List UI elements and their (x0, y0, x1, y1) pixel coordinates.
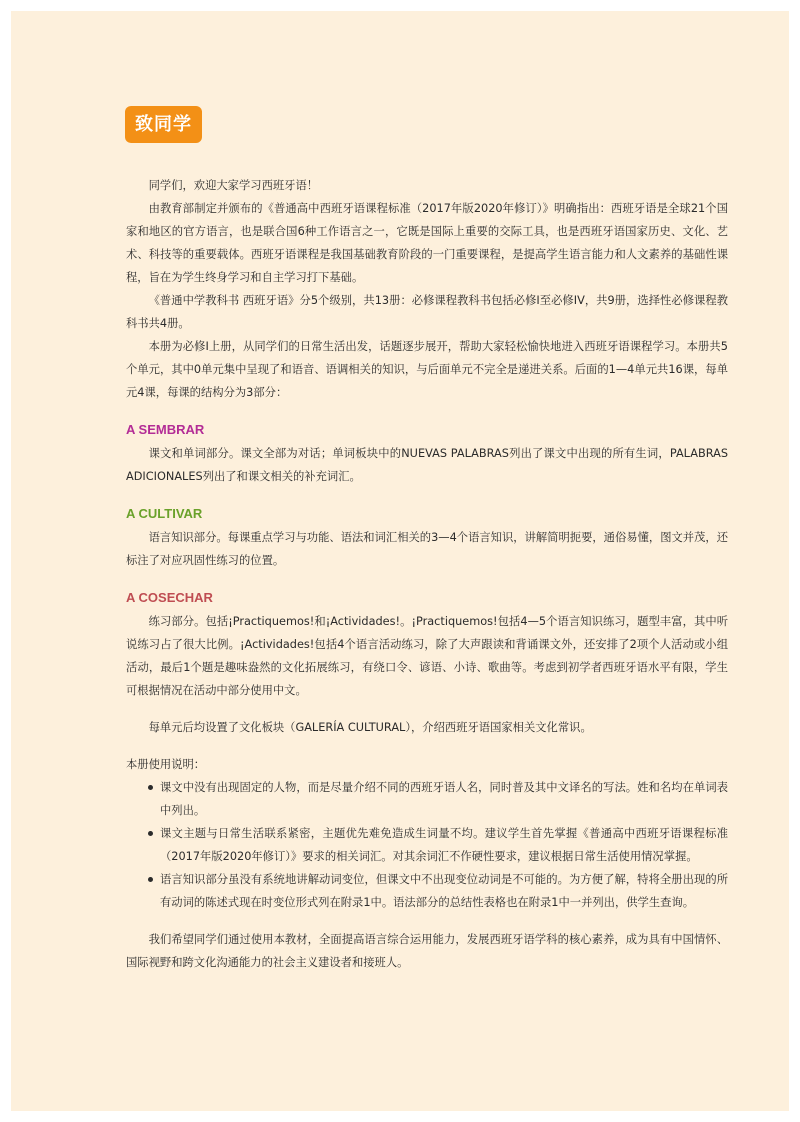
page (11, 11, 789, 1111)
usage-list (126, 776, 728, 914)
usage-title: 本册使用说明： (126, 758, 206, 771)
section-heading-cosechar: A COSECHAR (126, 590, 213, 605)
section-heading-cultivar: A CULTIVAR (126, 506, 203, 521)
section-text-sembrar: 课文和单词部分。课文全部为对话；单词板块中的NUEVAS PALABRAS列出了课文中出现的所有生词，PALABRAS ADICIONALES列出了和课文相关的补充词汇。 (126, 447, 728, 483)
usage-item: 课文中没有出现固定的人物，而是尽量介绍不同的西班牙语人名，同时普及其中文译名的写法。姓和名均在单词表中列出。 (148, 776, 728, 822)
letter-body (126, 174, 728, 974)
usage-item: 语言知识部分虽没有系统地讲解动词变位，但课文中不出现变位动词是不可能的。为方便了解，特将全册出现的所有动词的陈述式现在时变位形式列在附录1中。语法部分的总结性表格也在附录1中一并列出，供学生查询。 (148, 868, 728, 914)
intro-paragraph-1: 由教育部制定并颁布的《普通高中西班牙语课程标准（2017年版2020年修订）》明确指出：西班牙语是全球21个国家和地区的官方语言，也是联合国6种工作语言之一，它既是国际上重要的交际工具，也是西班牙语国家历史、文化、艺术、科技等的重要载体。西班牙语课程是我国基础教育阶段的一门重要课程，是提高学生语言能力和人文素养的基础性课程，旨在为学生终身学习和自主学习打下基础。 (126, 202, 728, 284)
intro-paragraph-3: 本册为必修I上册，从同学们的日常生活出发，话题逐步展开，帮助大家轻松愉快地进入西班牙语课程学习。本册共5个单元，其中0单元集中呈现了和语音、语调相关的知识，与后面单元不完全是递进关系。后面的1—4单元共16课，每单元4课，每课的结构分为3部分： (126, 340, 728, 399)
usage-item: 课文主题与日常生活联系紧密，主题优先难免造成生词量不均。建议学生首先掌握《普通高中西班牙语课程标准（2017年版2020年修订）》要求的相关词汇。对其余词汇不作硬性要求，建议根据日常生活使用情况掌握。 (148, 822, 728, 868)
greeting: 同学们，欢迎大家学习西班牙语！ (148, 179, 319, 192)
page-title: 致同学 (125, 106, 202, 143)
intro-paragraph-2: 《普通中学教科书 西班牙语》分5个级别，共13册：必修课程教科书包括必修I至必修IV，共9册，选择性必修课程教科书共4册。 (126, 294, 728, 330)
closing-paragraph: 我们希望同学们通过使用本教材，全面提高语言综合运用能力，发展西班牙语学科的核心素养，成为具有中国情怀、国际视野和跨文化沟通能力的社会主义建设者和接班人。 (126, 933, 728, 969)
culture-note: 每单元后均设置了文化板块（GALERÍA CULTURAL），介绍西班牙语国家相关文化常识。 (148, 721, 592, 734)
section-text-cosechar: 练习部分。包括¡Practiquemos!和¡Actividades!。¡Practiquemos!包括4—5个语言知识练习，题型丰富，其中听说练习占了很大比例。¡Actividades!包括4个语言活动练习，除了大声跟读和背诵课文外，还安排了2项个人活动或小组活动，最后1个题是趣味盎然的文化拓展练习，有绕口令、谚语、小诗、歌曲等。考虑到初学者西班牙语水平有限，学生可根据情况在活动中部分使用中文。 (126, 615, 728, 697)
section-heading-sembrar: A SEMBRAR (126, 422, 205, 437)
section-text-cultivar: 语言知识部分。每课重点学习与功能、语法和词汇相关的3—4个语言知识，讲解简明扼要，通俗易懂，图文并茂，还标注了对应巩固性练习的位置。 (126, 531, 728, 567)
